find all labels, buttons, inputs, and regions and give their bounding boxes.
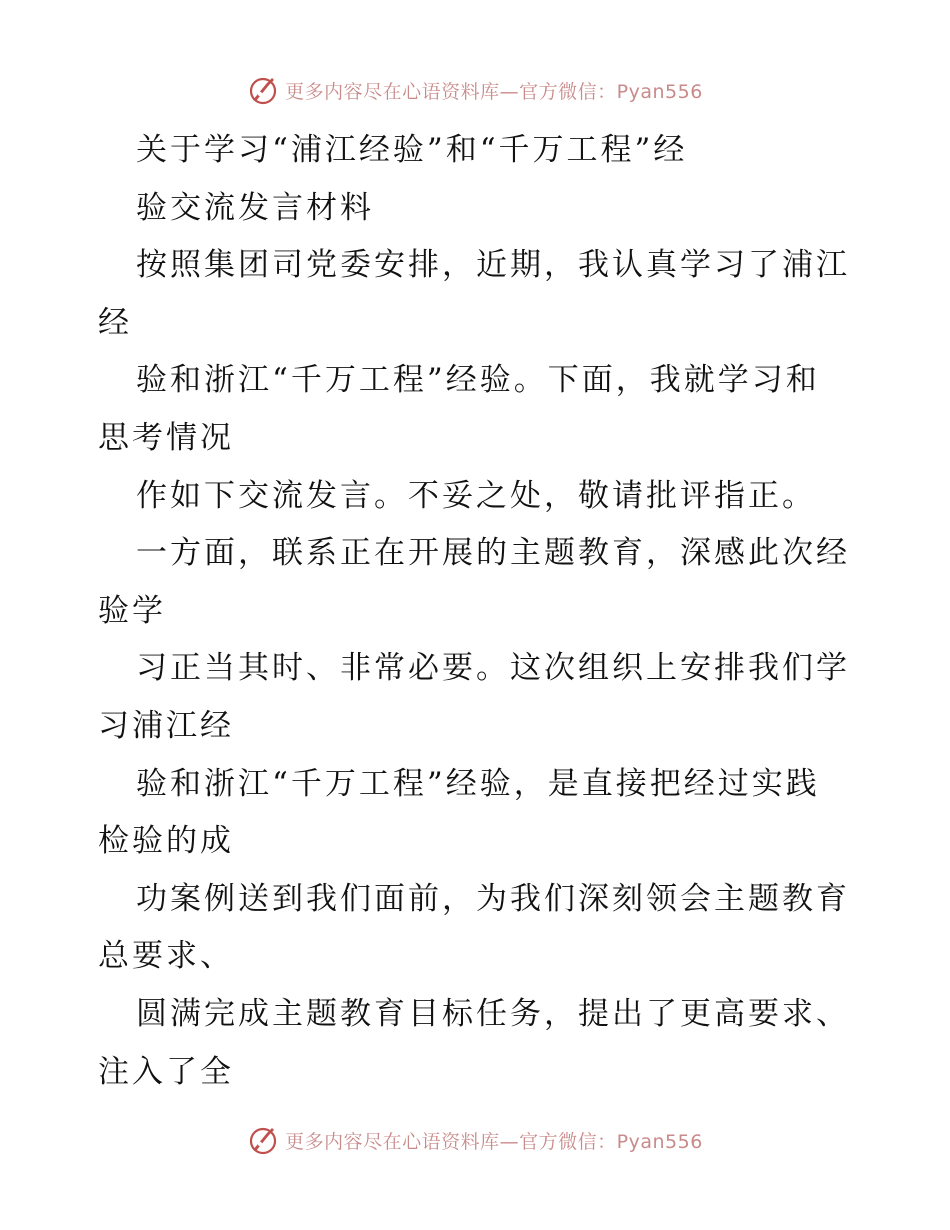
- paragraph-line: 检验的成: [98, 823, 234, 860]
- pen-logo-icon: [247, 74, 279, 106]
- header-watermark: [0, 70, 950, 110]
- paragraph-line: 验和浙江“千万工程”经验。下面，我就学习和: [136, 362, 820, 399]
- paragraph-line: 习浦江经: [98, 707, 234, 744]
- paragraph-line: 一方面，联系正在开展的主题教育，深感此次经: [136, 535, 850, 572]
- watermark-text: 更多内容尽在心语资料库—官方微信：Pyan556: [285, 1130, 703, 1153]
- paragraph-line: 功案例送到我们面前，为我们深刻领会主题教育: [136, 880, 850, 917]
- paragraph-line: 验学: [98, 592, 166, 629]
- watermark-text: 更多内容尽在心语资料库—官方微信：Pyan556: [285, 80, 703, 103]
- document-body: [98, 122, 868, 1101]
- paragraph-line: 注入了全: [98, 1053, 234, 1090]
- footer-watermark: [0, 1120, 950, 1160]
- paragraph-line: 按照集团司党委安排，近期，我认真学习了浦江: [136, 247, 850, 284]
- paragraph-line: 总要求、: [98, 938, 234, 975]
- document-title-line: 关于学习“浦江经验”和“千万工程”经: [136, 132, 688, 168]
- paragraph-line: 作如下交流发言。不妥之处，敬请批评指正。: [136, 477, 816, 514]
- paragraph-line: 圆满完成主题教育目标任务，提出了更高要求、: [136, 995, 850, 1032]
- paragraph-line: 经: [98, 304, 132, 341]
- pen-logo-icon: [247, 1124, 279, 1156]
- paragraph-line: 思考情况: [98, 419, 234, 456]
- document-title-line: 验交流发言材料: [136, 189, 374, 226]
- paragraph-line: 习正当其时、非常必要。这次组织上安排我们学: [136, 650, 850, 687]
- paragraph-line: 验和浙江“千万工程”经验，是直接把经过实践: [136, 765, 820, 802]
